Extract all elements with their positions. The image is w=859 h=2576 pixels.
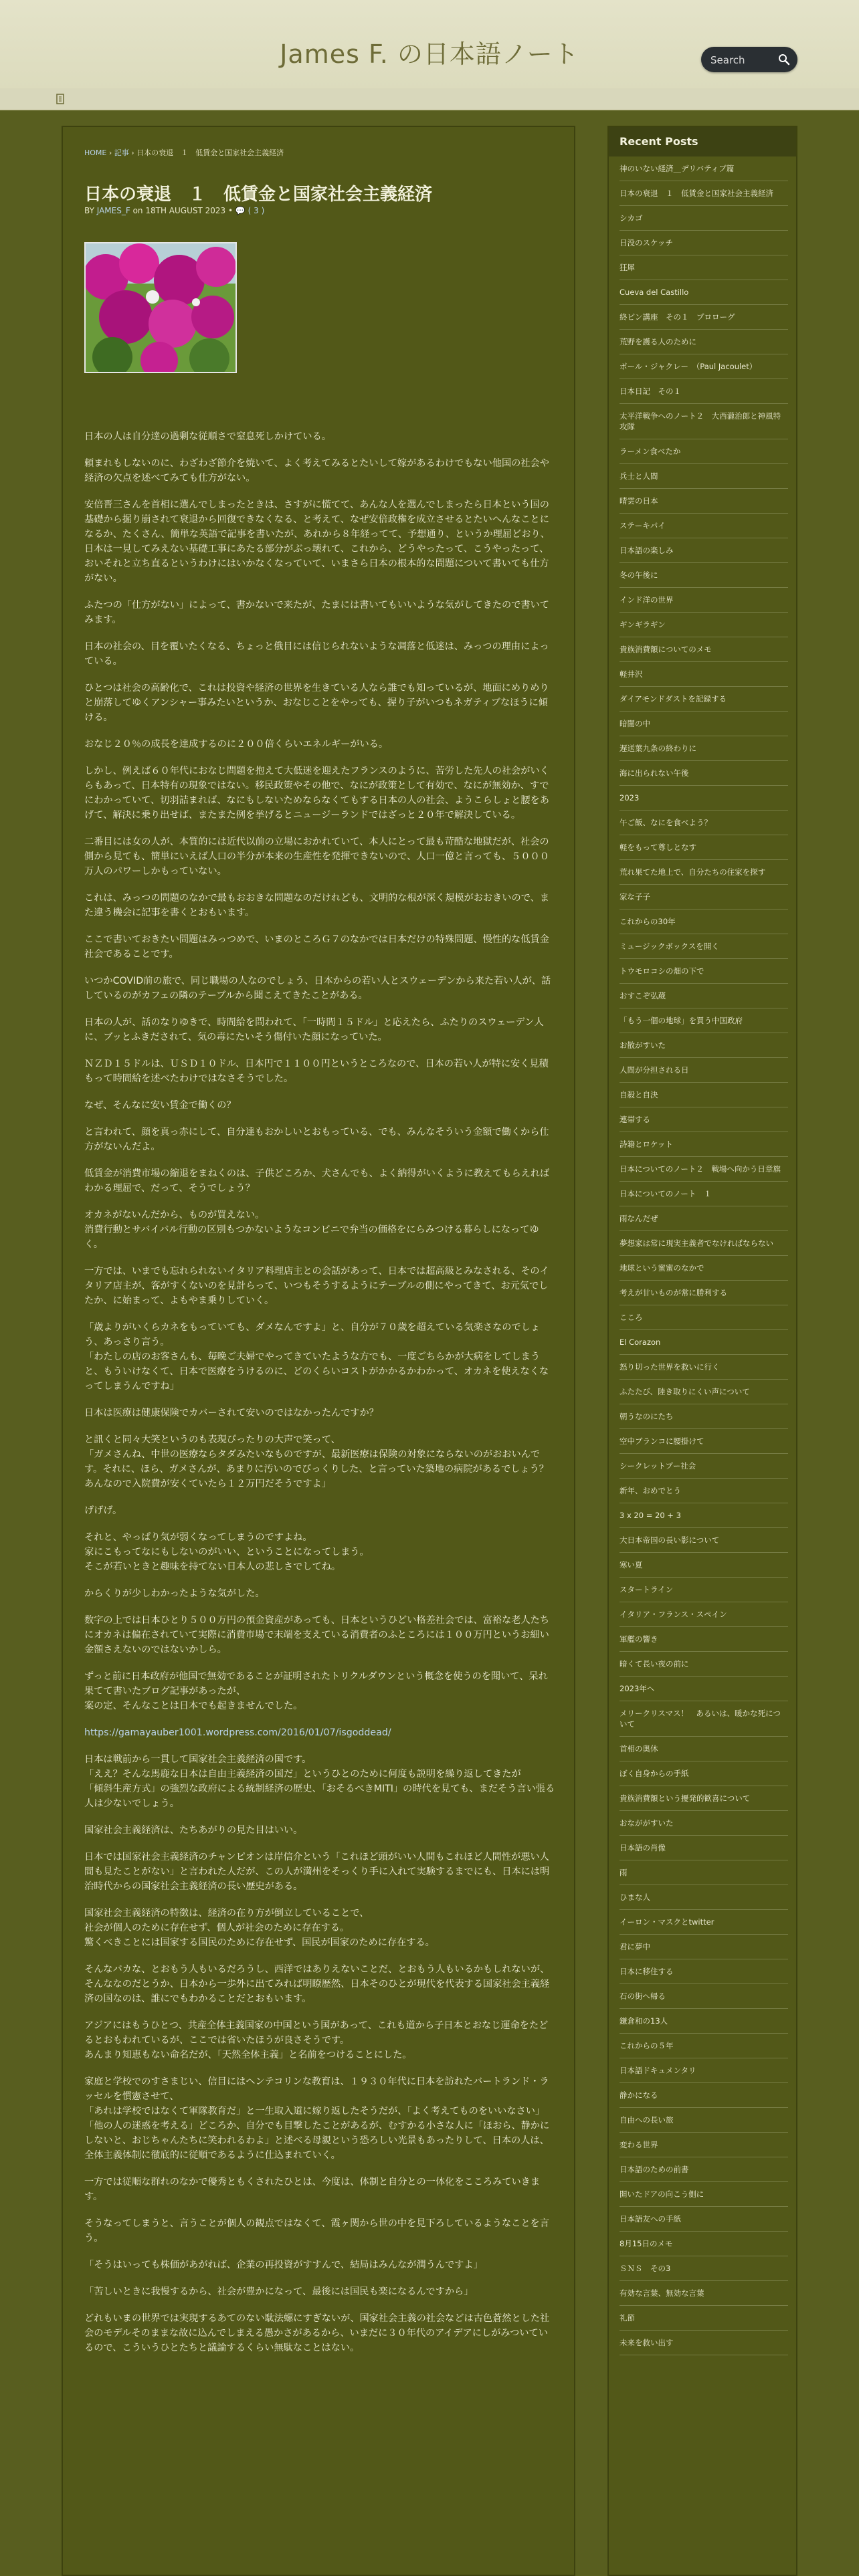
- post-paragraph: これは、みっつの問題のなかで最もおおきな問題なのだけれども、文明的な根が深く規模がおおきいので、また違う機会に記事を書くとおもいます。: [84, 893, 549, 918]
- recent-post-link[interactable]: 有効な言葉、無効な言葉: [619, 2288, 704, 2298]
- blog-link[interactable]: https://gamayauber1001.wordpress.com/2016/01/07/isgoddead/: [84, 1727, 391, 1738]
- post-paragraph: そんなバカな、とおもう人もいるだろうし、西洋ではありえないことだ、とおもう人もいるかもしれないが、そんななのだとうか、日本から一歩外に出てみれば明瞭歴然、日本そのひとが現代を代表する国家社会主義経済の国なのは、誰にでもわかることだとおもいます。: [84, 1964, 550, 2004]
- recent-post-link[interactable]: こころ: [619, 1313, 643, 1322]
- post-paragraph: 一方では、いまでも忘れられないイタリア料理店主との会話があって、日本では超高級とみなされる、そのイタリア店主が、客がすくないのを見計らって、いつもそうするようにテーブルの側にやってきて、お元気でしたか、に始まって、よもやま乗りしていく。: [84, 1266, 549, 1306]
- recent-post-link[interactable]: 午ご飯、なにを食べよう？: [619, 818, 712, 827]
- recent-post-item[interactable]: [619, 811, 788, 835]
- recent-post-item[interactable]: [619, 1231, 788, 1256]
- breadcrumb: [84, 147, 284, 158]
- recent-post-link[interactable]: お散がすいた: [619, 1041, 666, 1050]
- recent-post-item[interactable]: [619, 1935, 788, 1959]
- recent-post-item[interactable]: [619, 2232, 788, 2256]
- recent-post-link[interactable]: メリークリスマス！ あるいは、暖かな死について: [619, 1709, 781, 1729]
- post-paragraph: ここで書いておきたい問題はみっつめで、いまのところＧ７のなかでは日本だけの特殊問題、慢性的な低賃金社会であることです。: [84, 934, 549, 960]
- post-paragraph: ＮＺＤ１５ドルは、ＵＳＤ１０ドル、日本円で１１００円というところなので、日本の若い人が特に安く見積もって時間給を述べたわけではなさそうでした。: [84, 1059, 549, 1084]
- recent-post-item[interactable]: [619, 1206, 788, 1231]
- recent-post-link[interactable]: トウモロコシの畑の下で: [619, 966, 704, 976]
- recent-post-item[interactable]: [619, 181, 788, 206]
- recent-post-item[interactable]: [619, 1910, 788, 1935]
- recent-post-link[interactable]: おなががすいた: [619, 1818, 674, 1828]
- recent-post-item[interactable]: [619, 1885, 788, 1910]
- post-paragraph: 「そうはいっても株価があがれば、企業の再投資がすすんで、結局はみんなが潤うんですよ」: [84, 2260, 483, 2270]
- recent-post-link[interactable]: 空中ブランコに腰掛けて: [619, 1436, 704, 1446]
- recent-post-link[interactable]: 礼節: [619, 2313, 635, 2323]
- recent-post-item[interactable]: [619, 1033, 788, 1058]
- menu-toggle-icon[interactable]: [54, 92, 67, 106]
- recent-post-link[interactable]: 貴族消費額についてのメモ: [619, 645, 712, 654]
- recent-post-item[interactable]: [619, 2108, 788, 2133]
- comments-link[interactable]: ( 3 ): [248, 206, 265, 215]
- post-paragraph: 日本の人は自分達の過剰な従順さで窒息死しかけている。: [84, 431, 331, 442]
- recent-post-link[interactable]: 首相の奥休: [619, 1744, 658, 1753]
- recent-post-item[interactable]: [619, 761, 788, 786]
- recent-post-item[interactable]: [619, 379, 788, 404]
- recent-post-link[interactable]: 遅送葉九条の終わりに: [619, 744, 696, 753]
- recent-post-link[interactable]: 日本語ドキュメンタリ: [619, 2066, 696, 2075]
- recent-post-item[interactable]: [619, 1677, 788, 1701]
- recent-post-link[interactable]: 暗くて長い夜の前に: [619, 1659, 689, 1669]
- recent-post-item[interactable]: [619, 2256, 788, 2281]
- post-paragraph: どれもいまの世界では実現するあてのない駄法螺にすぎないが、国家社会主義の社会などは古色蒼然とした社会のモデルそのままな故に込んでしまえる愚かさがあるから、いまだに３０年代のアイデアにしがみついているので、こういうひとたちと議論するくらい無駄なことはない。: [84, 2313, 550, 2353]
- recent-post-item[interactable]: [619, 1984, 788, 2009]
- recent-post-link[interactable]: 軽をもって尊しとなす: [619, 843, 696, 852]
- recent-post-item[interactable]: [619, 786, 788, 811]
- recent-post-item[interactable]: [619, 439, 788, 464]
- recent-post-link[interactable]: 君に夢中: [619, 1942, 650, 1951]
- recent-post-item[interactable]: [619, 909, 788, 934]
- post-paragraph: と訊くと同々大笑というのも表現ぴったりの大声で笑って、 「ガメさんね、中世の医療ならタダみたいなものですが、最新医療は保険の対象にならないのがおおいんです。それに、ほら、ガメさんが、あまりに汚いのでびっくりした、と言っていた築地の病院があるでしょう？あんなので入院費が安くていたら１２万円だそうですよ」: [84, 1434, 549, 1489]
- breadcrumb-current: 日本の衰退 １ 低賃金と国家社会主義経済: [136, 148, 284, 157]
- recent-post-link[interactable]: 寒い夏: [619, 1560, 643, 1570]
- post-paragraph: 日本では国家社会主義経済のチャンピオンは岸信介という「これほど頭がいい人間もこれほど人間性が悪い人間も見たことがない」と言われた人だが、この人が満州をそっくり手に入れて実験するまでにも、日本には明治時代からの国家社会主義経済の長い歴史がある。: [84, 1852, 550, 1892]
- recent-post-link[interactable]: 変わる世界: [619, 2140, 658, 2149]
- recent-post-item[interactable]: [619, 156, 788, 181]
- site-title[interactable]: James F. の日本語ノート: [280, 39, 579, 69]
- recent-post-item[interactable]: [619, 637, 788, 662]
- recent-post-link[interactable]: 考えが甘いものが常に勝利する: [619, 1288, 727, 1297]
- recent-post-link[interactable]: 未来を救い出す: [619, 2338, 674, 2347]
- recent-post-link[interactable]: 冬の午後に: [619, 570, 658, 580]
- recent-post-item[interactable]: [619, 1836, 788, 1860]
- recent-post-link[interactable]: ミュージックボックスを開く: [619, 942, 719, 951]
- recent-post-item[interactable]: [619, 1429, 788, 1454]
- recent-post-item[interactable]: [619, 563, 788, 588]
- recent-post-link[interactable]: ラーメン食べたか: [619, 447, 681, 456]
- post-paragraph: 日本は医療は健康保険でカバーされて安いのではなかったんですか？: [84, 1408, 379, 1418]
- recent-posts-title: Recent Posts: [609, 127, 796, 156]
- menu-bar: [0, 88, 859, 110]
- recent-posts-list: [619, 156, 788, 2355]
- recent-post-link[interactable]: 「もう一個の地球」を買う中国政府: [619, 1016, 743, 1025]
- recent-post-item[interactable]: [619, 1157, 788, 1182]
- recent-post-item[interactable]: [619, 835, 788, 860]
- recent-post-link[interactable]: 太平洋戦争へのノート２ 大西瀧治郎と神風特攻隊: [619, 411, 781, 431]
- recent-post-item[interactable]: [619, 1281, 788, 1305]
- recent-post-link[interactable]: 日本に移住する: [619, 1967, 674, 1976]
- recent-post-link[interactable]: El Corazon: [619, 1337, 661, 1347]
- recent-post-item[interactable]: [619, 1761, 788, 1786]
- post-paragraph: しかし、例えば６０年代におなじ問題を抱えて大低迷を迎えたフランスのように、苦労した先人の社会がいくらもあって、日本特有の現象ではない。移民政策やその他で、なにが政策として有効で、なにが無効か、すでにわかっていて、切羽詰まれば、なにもしないためならなくてもする日本の人の社会、ようこらしょと腰をあげて、解決に乗り出せば、またまた例を挙げるとニュージーランドではざっと２０年で解決している。: [84, 766, 549, 821]
- recent-post-item[interactable]: [619, 1058, 788, 1083]
- recent-post-link[interactable]: 日本語の肖像: [619, 1843, 666, 1852]
- recent-post-link[interactable]: シークレットブー社会: [619, 1461, 696, 1471]
- post-paragraph: 国家社会主義経済は、たちあがりの見た目はいい。: [84, 1825, 303, 1836]
- recent-post-link[interactable]: 夢想家は常に現実主義者でなければならない: [619, 1239, 773, 1248]
- flower-photo: [86, 243, 235, 372]
- post-paragraph: 日本は戦前から一貫して国家社会主義経済の国です。 「ええ？そんな馬鹿な日本は自由主義経済の国だ」というひとのために何度も説明を繰り返してきたが 「傾斜生産方式」の強烈な政府による統制経済の歴史、「おそるべきMITI」の時代を見ても、まだそう言い張る人は少ないでしょう。: [84, 1754, 555, 1809]
- recent-post-link[interactable]: 雨: [619, 1868, 628, 1877]
- recent-post-link[interactable]: 朝うなのにたち: [619, 1412, 674, 1421]
- post-paragraph: 一方では従順な群れのなかで優秀ともくされたひとは、今度は、体制と自分との一体化をこころみていきます。: [84, 2177, 541, 2202]
- recent-post-item[interactable]: [619, 2083, 788, 2108]
- post-paragraph: いつかCOVID前の旅で、同じ職場の人なのでしょう、日本からの若い人とスウェーデンから来た若い人が、話しているのがカフェの隣のテーブルから聞こえてきたことがある。: [84, 976, 551, 1001]
- comment-icon: 💬: [235, 206, 246, 215]
- recent-post-item[interactable]: [619, 1503, 788, 1528]
- recent-post-link[interactable]: これからの５年: [619, 2041, 674, 2050]
- recent-post-link[interactable]: 2023: [619, 793, 640, 802]
- recent-post-item[interactable]: [619, 2331, 788, 2355]
- recent-post-item[interactable]: [619, 1256, 788, 1281]
- search-input[interactable]: [709, 52, 779, 68]
- recent-post-item[interactable]: [619, 1860, 788, 1885]
- post-body: [84, 429, 555, 2367]
- recent-post-link[interactable]: インド洋の世界: [619, 595, 674, 605]
- recent-post-item[interactable]: [619, 885, 788, 909]
- recent-post-item[interactable]: [619, 1652, 788, 1677]
- post-article: [62, 126, 575, 2576]
- post-paragraph: 「苦しいときに我慢するから、社会が豊かになって、最後には国民も楽になるんですから」: [84, 2286, 474, 2297]
- recent-post-link[interactable]: 地球という蜜蜜のなかで: [619, 1263, 704, 1273]
- recent-post-link[interactable]: ぼく自身からの手紙: [619, 1769, 689, 1778]
- recent-post-item[interactable]: [619, 538, 788, 563]
- recent-post-item[interactable]: [619, 2182, 788, 2207]
- recent-post-item[interactable]: [619, 280, 788, 305]
- recent-post-link[interactable]: ダイアモンドダストを記録する: [619, 694, 727, 704]
- recent-post-link[interactable]: 大日本帝国の長い影について: [619, 1535, 720, 1545]
- recent-post-link[interactable]: 3 x 20 = 20 + 3: [619, 1511, 681, 1520]
- recent-post-link[interactable]: 2023年へ: [619, 1684, 655, 1693]
- search-icon[interactable]: [777, 53, 791, 66]
- post-paragraph: 安倍晋三さんを首相に選んでしまったときは、さすがに慌てて、あんな人を選んでしまったら日本という国の基礎から掘り崩されて衰退から回復できなくなる、と考えて、なぜ安倍政権を成立させるとたいへんなことになるか、たくさん、簡単な英語で記事を書いたが、あれから８年経ってて、予想通り、というか理屈どおり、日本は一見してみえない基礎工事にあたる部分がぶっ壊れて、これから、どうやったって、こうやったって、おいそれと立ち直るというわけにはいかなくなっていて、いまさら日本の根本的な問題について書いても仕方がない。: [84, 500, 550, 584]
- recent-post-item[interactable]: [619, 1811, 788, 1836]
- recent-post-item[interactable]: [619, 2157, 788, 2182]
- recent-post-item[interactable]: [619, 1553, 788, 1578]
- recent-post-link[interactable]: 終ピン講座 その１ プロローグ: [619, 312, 735, 322]
- recent-post-link[interactable]: 荒れ果てた地上で、自分たちの住家を探す: [619, 867, 766, 877]
- recent-post-item[interactable]: [619, 1008, 788, 1033]
- post-title: 日本の衰退 １ 低賃金と国家社会主義経済: [84, 185, 433, 205]
- recent-post-link[interactable]: 石の街へ帰る: [619, 1992, 666, 2001]
- breadcrumb-category-link[interactable]: 記事: [114, 148, 129, 157]
- search-box[interactable]: [701, 47, 797, 72]
- recent-post-link[interactable]: これからの30年: [619, 917, 676, 926]
- recent-post-item[interactable]: [619, 1737, 788, 1761]
- recent-post-item[interactable]: [619, 1380, 788, 1404]
- recent-post-link[interactable]: 軽井沢: [619, 669, 643, 679]
- recent-post-item[interactable]: [619, 736, 788, 761]
- recent-post-item[interactable]: [619, 2207, 788, 2232]
- recent-post-link[interactable]: 詩籍とロケット: [619, 1140, 673, 1149]
- recent-post-link[interactable]: 神のいない経済＿デリバティブ篇: [619, 164, 735, 173]
- recent-post-item[interactable]: [619, 1107, 788, 1132]
- post-paragraph: げげげ。: [84, 1505, 122, 1516]
- recent-post-item[interactable]: [619, 1305, 788, 1330]
- recent-post-link[interactable]: スタートライン: [619, 1585, 674, 1594]
- recent-post-item[interactable]: [619, 934, 788, 959]
- recent-post-item[interactable]: [619, 1404, 788, 1429]
- recent-post-link[interactable]: 鎌倉和の13人: [619, 2016, 668, 2026]
- recent-post-item[interactable]: [619, 2133, 788, 2157]
- post-meta: [84, 206, 264, 215]
- recent-post-item[interactable]: [619, 984, 788, 1008]
- recent-post-item[interactable]: [619, 2306, 788, 2331]
- recent-post-item[interactable]: [619, 588, 788, 613]
- post-paragraph: アジアにはもうひとつ、共産全体主義国家の中国という国があって、これも道から子日本とおなじ運命をたどるとおもわれているが、ここでは省いたほうが良さそうです。 あんまり知恵もない命名だが、「天然全体主義」と名前をつけることにした。: [84, 2020, 549, 2060]
- recent-post-item[interactable]: [619, 1786, 788, 1811]
- recent-post-link[interactable]: 家な子子: [619, 892, 650, 901]
- recent-post-link[interactable]: 日本日記 その１: [619, 387, 681, 396]
- recent-post-link[interactable]: イタリア・フランス・スペイン: [619, 1610, 727, 1619]
- recent-post-link[interactable]: 海に出られない午後: [619, 768, 689, 778]
- post-paragraph: ひとつは社会の高齢化で、これは投資や経済の世界を生きている人なら誰でも知っているが、地面にめりめりと崩落してゆくアンシャー事みたいというか、おなじことをやっても、握り子がいつもネガティブなほうに傾ける。: [84, 683, 549, 723]
- post-paragraph: ずっと前に日本政府が他国で無効であることが証明されたトリクルダウンという概念を使うのを聞いて、呆れ果てて書いたブログ記事があったが、 案の定、そんなことは日本でも起きませんでした。: [84, 1671, 548, 1711]
- breadcrumb-separator: ›: [108, 148, 112, 157]
- recent-post-item[interactable]: [619, 1454, 788, 1479]
- recent-post-item[interactable]: [619, 1132, 788, 1157]
- recent-post-link[interactable]: ひまな人: [619, 1893, 650, 1902]
- author-link[interactable]: JAMES_F: [96, 206, 130, 215]
- recent-post-link[interactable]: 貴族消費額という擾発的歓喜について: [619, 1794, 751, 1803]
- post-paragraph: なぜ、そんなに安い賃金で働くの？: [84, 1100, 236, 1111]
- recent-post-item[interactable]: [619, 662, 788, 687]
- recent-post-link[interactable]: 自由への長い旅: [619, 2115, 674, 2125]
- recent-post-item[interactable]: [619, 514, 788, 538]
- recent-post-item[interactable]: [619, 687, 788, 712]
- recent-post-item[interactable]: [619, 354, 788, 379]
- recent-post-item[interactable]: [619, 1083, 788, 1107]
- recent-post-item[interactable]: [619, 1330, 788, 1355]
- post-paragraph: と言われて、顔を真っ赤にして、自分達もおかしいとおもっている、でも、みんなそういう金額で働くから仕方がないんだよ。: [84, 1127, 549, 1152]
- recent-post-item[interactable]: [619, 1578, 788, 1602]
- recent-post-link[interactable]: 日本語のための前書: [619, 2165, 689, 2174]
- post-paragraph: オカネがないんだから、ものが買えない。 消費行動とサバイバル行動の区別もつかないようなコンビニで弁当の価格をにらみつける暮らしになってゆく。: [84, 1210, 539, 1250]
- breadcrumb-separator: ›: [131, 148, 134, 157]
- recent-post-item[interactable]: [619, 959, 788, 984]
- recent-post-link[interactable]: おすこぞ弘蔵: [619, 991, 666, 1000]
- recent-post-link[interactable]: シカゴ: [619, 213, 643, 223]
- recent-post-link[interactable]: 新年、おめでとう: [619, 1486, 681, 1495]
- site-header: [0, 0, 859, 90]
- recent-post-item[interactable]: [619, 1701, 788, 1737]
- recent-post-item[interactable]: [619, 489, 788, 514]
- recent-post-item[interactable]: [619, 464, 788, 489]
- recent-post-link[interactable]: ＳＮＳ その3: [619, 2264, 671, 2273]
- recent-post-link[interactable]: 日本についてのノート２ 戦場へ向かう日章旗: [619, 1164, 781, 1174]
- recent-post-link[interactable]: 静かになる: [619, 2090, 658, 2100]
- recent-post-link[interactable]: 連帯する: [619, 1115, 650, 1124]
- recent-post-item[interactable]: [619, 2009, 788, 2034]
- recent-post-link[interactable]: 日本の衰退 １ 低賃金と国家社会主義経済: [619, 189, 773, 198]
- post-paragraph: 頼まれもしないのに、わざわざ節介を焼いて、よく考えてみるとたいして嫁があるわけでもない他国の社会や経済の欠点を述べてみても仕方がない。: [84, 458, 549, 484]
- recent-post-item[interactable]: [619, 1479, 788, 1503]
- recent-post-item[interactable]: [619, 1355, 788, 1380]
- recent-post-link[interactable]: 日本についてのノート １: [619, 1189, 712, 1198]
- recent-post-link[interactable]: 怒り切った世界を救いに行く: [619, 1362, 720, 1372]
- recent-post-link[interactable]: 狂犀: [619, 263, 635, 272]
- recent-post-item[interactable]: [619, 2281, 788, 2306]
- post-paragraph: 「歳よりがいくらカネをもっていても、ダメなんですよ」と、自分が７０歳を超えている気楽さなのでしょう、あっさり言う。 「わたしの店のお客さんも、毎晩ご夫婦でやってきていたような方でも、一度ごちらかが大病をしてしまうと、もういけなくて、日本で医療をうけるのに、どのくらいコストがかかるかわかって、オカネを使えなくなってしまうんですね」: [84, 1322, 549, 1392]
- post-paragraph: ふたつの「仕方がない」によって、書かないで来たが、たまには書いてもいいような気がしてきたので書いてみます。: [84, 600, 549, 625]
- post-paragraph: 家庭と学校でのすさまじい、信目にはヘンテコリンな教育は、１９３０年代に日本を訪れたバートランド・ラッセルを慣憲させて、 「あれは学校ではなくて軍隊教育だ」と一生取入道に嫁り返したそうだが、「よく考えてものをいいなさい」「他の人の迷惑を考える」どころか、自分でも目撃したことがあるが、むすかる小さな人に「ほおら、静かにしないと、おじちゃんたちに笑われるわよ」と述べる母親という恐ろしい光景もあったりして、日本の人は、全体主義体制に徹底的に従順であるように仕込まれていく。: [84, 2076, 550, 2161]
- recent-post-item[interactable]: [619, 255, 788, 280]
- recent-post-link[interactable]: 軍艦の響き: [619, 1634, 658, 1644]
- recent-post-link[interactable]: 人間が分担される日: [619, 1065, 689, 1075]
- recent-post-item[interactable]: [619, 206, 788, 231]
- recent-post-link[interactable]: ポール・ジャクレー （Paul Jacoulet）: [619, 362, 757, 371]
- recent-post-link[interactable]: 兵士と人間: [619, 471, 658, 481]
- post-paragraph: 日本の人が、話のなりゆきで、時間給を問われて、「一時間１５ドル」と応えたら、ふたりのスウェーデン人に、ブッとふきだされて、気の毒にたいそう傷付いた顔になっていた。: [84, 1017, 544, 1043]
- recent-post-item[interactable]: [619, 2034, 788, 2058]
- recent-post-link[interactable]: イーロン・マスクとtwitter: [619, 1917, 714, 1927]
- recent-post-item[interactable]: [619, 404, 788, 439]
- post-paragraph: 国家社会主義経済の特徴は、経済の在り方が倒立していることで、 社会が個人のために存在せず、個人が社会のために存在する。 驚くべきことには国家する国民のために存在せず、国民が国家のために存在する。: [84, 1908, 435, 1948]
- sidebar: [607, 126, 797, 2576]
- post-paragraph: そうなってしまうと、言うことが個人の観点ではなくて、霞ヶ関から世の中を見下ろしているようなことを言う。: [84, 2218, 549, 2244]
- post-paragraph: それと、やっぱり気が弱くなってしまうのですよね。 家にこもってなにもしないのがいい、ということになってしまう。 そこが若いときと趣味を持てない日本人の悲しさでしてね。: [84, 1532, 369, 1572]
- recent-post-link[interactable]: 日没のスケッチ: [619, 238, 673, 247]
- recent-post-item[interactable]: [619, 1602, 788, 1627]
- recent-post-link[interactable]: 開いたドアの向こう側に: [619, 2189, 704, 2199]
- recent-post-item[interactable]: [619, 613, 788, 637]
- recent-post-item[interactable]: [619, 2058, 788, 2083]
- recent-post-item[interactable]: [619, 860, 788, 885]
- meta-on: on: [132, 206, 143, 215]
- recent-post-item[interactable]: [619, 1627, 788, 1652]
- post-paragraph: 数字の上では日本ひとり５００万円の預金資産があっても、日本というひどい格差社会では、富裕な老人たちにオカネは偏在されていて実際に消費市場で末端を支えている消費者のふところには１００万円というお細い金額さえないのではないかしら。: [84, 1615, 550, 1655]
- recent-post-item[interactable]: [619, 305, 788, 330]
- recent-post-link[interactable]: 日本語友への手紙: [619, 2214, 681, 2224]
- recent-post-link[interactable]: ステーキパイ: [619, 521, 666, 530]
- recent-post-link[interactable]: 8月15日のメモ: [619, 2239, 673, 2248]
- post-date: 18TH AUGUST 2023: [145, 206, 226, 215]
- recent-post-item[interactable]: [619, 330, 788, 354]
- post-image-bougainvillea[interactable]: [84, 242, 237, 373]
- post-paragraph: 二番目には女の人が、本質的には近代以前の立場におかれていて、本人にとって最も苛酷な地獄だが、社会の側から見ても、簡単にいえば人口の半分が本来の生産性を発揮できないので、人口一億と言っても、５０００万人のパワーしかもっていない。: [84, 837, 549, 877]
- recent-post-item[interactable]: [619, 712, 788, 736]
- meta-by: BY: [84, 206, 94, 215]
- recent-post-item[interactable]: [619, 1959, 788, 1984]
- recent-post-link[interactable]: 自殺と自決: [619, 1090, 658, 1099]
- recent-post-link[interactable]: ギンギラギン: [619, 620, 666, 629]
- post-paragraph: からくりが少しわかったような気がした。: [84, 1588, 265, 1599]
- recent-post-link[interactable]: 荒野を護る人のために: [619, 337, 696, 346]
- post-paragraph: 日本の社会の、目を覆いたくなる、ちょっと俄目には信じられないような凋落と低迷は、みっつの理由によっている。: [84, 641, 549, 667]
- recent-post-link[interactable]: Cueva del Castillo: [619, 288, 689, 297]
- recent-post-item[interactable]: [619, 1182, 788, 1206]
- post-paragraph: 低賃金が消費市場の縮退をまねくのは、子供どころか、犬さんでも、よく納得がいくように教えてもらえればわかる理屈で、だって、そうでしょう？: [84, 1168, 550, 1194]
- recent-post-link[interactable]: ふたたび、陸き取りにくい声について: [619, 1387, 750, 1396]
- recent-post-link[interactable]: 晴雲の日本: [619, 496, 658, 506]
- breadcrumb-home-link[interactable]: HOME: [84, 148, 107, 157]
- meta-separator: •: [227, 206, 233, 215]
- recent-post-link[interactable]: 雨なんだぜ: [619, 1214, 658, 1223]
- recent-post-link[interactable]: 日本語の楽しみ: [619, 546, 674, 555]
- recent-post-link[interactable]: 暗闇の中: [619, 719, 650, 728]
- post-paragraph: おなじ２０％の成長を達成するのに２００倍くらいエネルギーがいる。: [84, 739, 389, 750]
- recent-post-item[interactable]: [619, 231, 788, 255]
- recent-post-item[interactable]: [619, 1528, 788, 1553]
